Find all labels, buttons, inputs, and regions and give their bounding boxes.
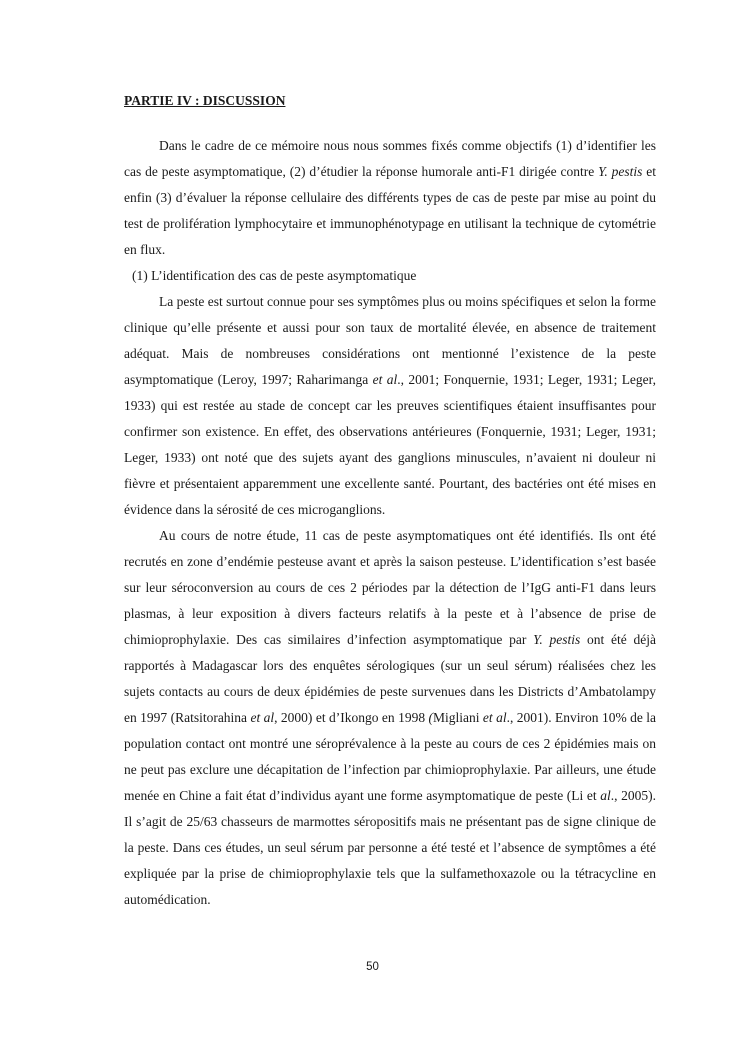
page-number: 50 — [366, 961, 379, 973]
text-run: Dans le cadre de ce mémoire nous nous sommes fixés comme objectifs (1) d’identifier les cas de peste asymptomatique, (2) d’étudier la réponse humorale anti-F1 dirigée contre — [124, 138, 656, 179]
italic-text-run: et al — [372, 372, 398, 387]
text-run: , 2000) et d’Ikongo en 1998 — [274, 710, 429, 725]
italic-text-run: al — [600, 788, 611, 803]
body-text — [124, 133, 656, 913]
text-run: Au cours de notre étude, 11 cas de peste asymptomatiques ont été identifiés. Ils ont été recrutés en zone d’endémie pesteuse avant et après la saison pesteuse. L’identification s’est basée sur leur séroconversion au cours de ces 2 périodes par la détection de l’IgG anti-F1 dans leurs plasmas, à leur exposition à divers facteurs relatifs à la peste et à l’absence de prise de chimioprophylaxie. Des cas similaires d’infection asymptomatique par — [124, 528, 656, 647]
text-run: ., 2001; Fonquernie, 1931; Leger, 1931; Leger, 1933) qui est restée au stade de concept car les preuves scientifiques étaient insuffisantes pour confirmer son existence. En effet, des observations antérieures (Fonquernie, 1931; Leger, 1931; Leger, 1933) ont noté que des sujets ayant des ganglions minuscules, n’avaient ni douleur ni fièvre et présentaient apparemment une excellente santé. Pourtant, des bactéries ont été mises en évidence dans la sérosité de ces microganglions. — [124, 372, 656, 517]
italic-text-run: Y. pestis — [533, 632, 581, 647]
italic-text-run: Y. pestis — [598, 164, 643, 179]
paragraph-objectives — [124, 133, 656, 263]
italic-text-run: ( — [428, 710, 433, 725]
paragraph-results — [124, 523, 656, 913]
italic-text-run: et al — [250, 710, 275, 725]
subsection-heading: (1) L’identification des cas de peste asymptomatique — [132, 268, 417, 283]
section-heading: PARTIE IV : DISCUSSION — [124, 93, 286, 108]
italic-text-run: et al — [482, 710, 507, 725]
text-run: La peste est surtout connue pour ses symptômes plus ou moins spécifiques et selon la forme clinique qu’elle présente et aussi pour son taux de mortalité élevée, en absence de traitement adéquat. Mais de nombreuses considérations ont mentionné l’existence de la peste asymptomatique (Leroy, 1997; Raharimanga — [124, 294, 656, 387]
text-run: ., 2005). Il s’agit de 25/63 chasseurs de marmottes séropositifs mais ne présentant pas de signe clinique de la peste. Dans ces études, un seul sérum par personne a été testé et l’absence de symptômes a été expliquée par la prise de chimioprophylaxie tels que la sulfamethoxazole ou la tétracycline en automédication. — [124, 788, 656, 907]
paragraph-background — [124, 289, 656, 523]
text-run: ., 2001). Environ 10% de la population contact ont montré une séroprévalence à la peste au cours de ces 2 épidémies mais on ne peut pas exclure une décapitation de l’infection par chimioprophylaxie. Par ailleurs, une étude menée en Chine a fait état d’individus ayant une forme asymptomatique de peste (Li et — [124, 710, 656, 803]
text-run: et enfin (3) d’évaluer la réponse cellulaire des différents types de cas de peste par mise au point du test de prolifération lymphocytaire et immunophénotypage en utilisant la technique de cytométrie en flux. — [124, 164, 656, 257]
text-run: ont été déjà rapportés à Madagascar lors des enquêtes sérologiques (sur un seul sérum) réalisées chez les sujets contacts au cours de deux épidémies de peste survenues dans les Districts d’Ambatolampy en 1997 (Ratsitorahina — [124, 632, 656, 725]
text-run: Migliani — [432, 710, 483, 725]
